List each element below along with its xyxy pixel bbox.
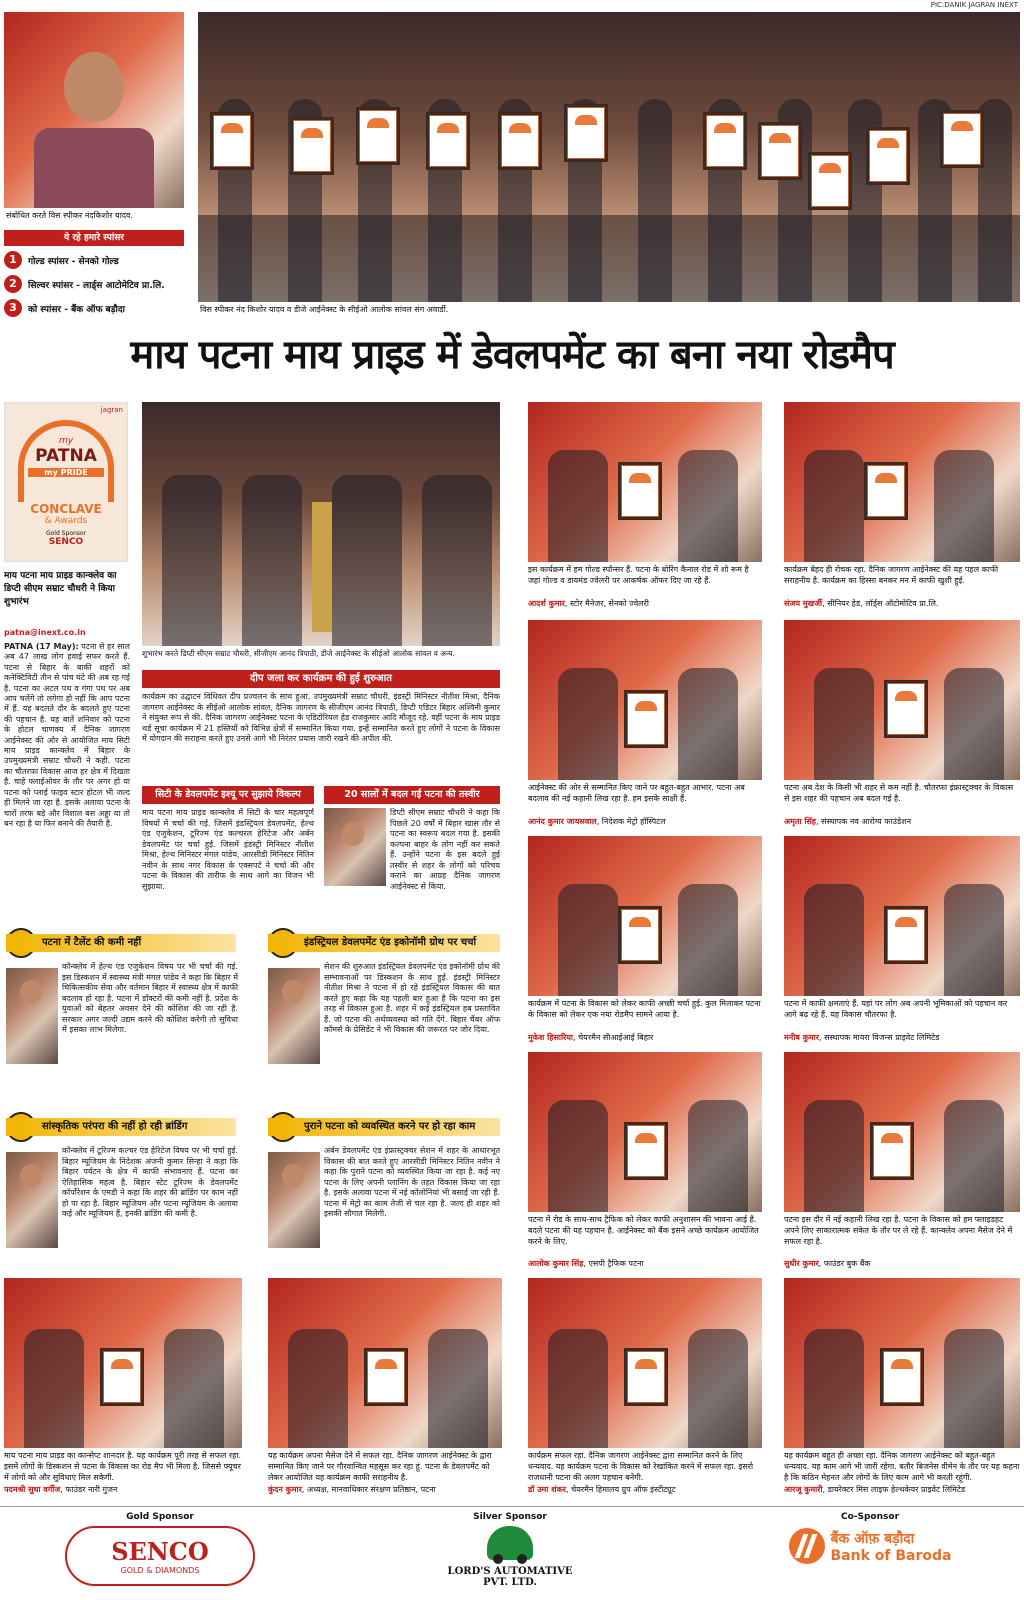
footer-co-name-hi: बैंक ऑफ़ बड़ौदा: [830, 1530, 915, 1547]
headline: माय पटना माय प्राइड में डेवलपमेंट का बना नया रोडमैप: [130, 332, 894, 378]
awardee-role: , संस्थापक नव आरोग्य फाउंडेशन: [816, 817, 912, 826]
lead-dateline: PATNA (17 May):: [4, 642, 79, 651]
panel-text: सेशन की शुरुआत इंडस्ट्रियल डेवलपमेंट एंड इकोनॉमी ग्रोथ की सम्भावनाओं पर डिस्कशन के साथ हुई. इंडस्ट्री मिनिस्टर नीतीश मिश्रा ने पटना में हो रहे इंडस्ट्रियल विकास की बात करते हुए कहा कि यह पहली बार हुआ है कि पटना का इस तरह से विकास हुआ है. शहर में कई इंडस्ट्रियल हब प्रस्तावित हैं. जो पटना की अर्थव्यवस्था को गति देंगे. बिहार चैंबर ऑफ कॉमर्स के प्रेसिडेंट ने भी विकास की जरूरत पर जोर दिया.: [324, 962, 500, 1034]
awardee-name: डॉ उमा शंकर: [528, 1485, 567, 1494]
award-caption: पटना इस दौर में नई कहानी लिख रहा है. पटना के विकास को हम फ्लाइडहट अपने लिए साकारात्मक संकेत के तौर पर ले रहे हैं. कान्क्लेव अपना मैसेज देने में सफल रहा है.: [784, 1215, 1013, 1246]
portrait-photo: [4, 12, 184, 208]
awardee-name: अमृता सिंह: [784, 817, 817, 826]
footer-silver-name: LORD'S AUTOMATIVE: [447, 1566, 573, 1577]
lead-text: पटना से हर साल अब 47 लाख लोग हवाई सफर करते हैं. पटना से बिहार के बाकी शहरों को कनेक्टिविटी तीन से पांच घंटे की अब रह गई है. पटना का अटल पथ व गंगा पथ पर अब आप चलेंगे तो लगेगा हो नहीं कि आप पटना में हैं. यह बदलते दौर के बदलते हुए पटना की पहचान है. यह बातें शनिवार को पटना के होटल चाणक्य में दैनिक जागरण आईनेक्स्ट की ओर से आयोजित माय सिटी माय प्राइड कान्क्लेव में बिहार के उपमुख्यमंत्री सम्राट चौधरी ने कही. पटना का चौतरफा विकास आज हर क्षेत्र में दिखता है. चाहे फ्लाईओवर के तौर पर अगर हो या पटना को प्लाई फाइव स्टार होटल भी जल्द ही मिलने जा रहा है. इसके अलावा पटना के चारों तरफ बड़े और विशाल बस अड्डा या तो बन रहा है या फिर बनाने की तैयारी है.: [4, 642, 130, 828]
logo-pride: my PRIDE: [28, 468, 104, 477]
award-photo: [528, 836, 762, 996]
award-photo: [784, 1052, 1020, 1212]
awardee-role: , सस्थापक मायरा विजन्स प्राइवेट लिमिटेड: [818, 1033, 940, 1042]
award-photo: [528, 1278, 762, 1448]
award-photo: [784, 836, 1020, 996]
sponsors-title: ये रहे हमारे स्पांसर: [4, 230, 184, 246]
sponsor-list: [4, 250, 190, 320]
sponsor-item: [4, 250, 190, 272]
award-photo: [784, 620, 1020, 780]
lamp-lighting-photo: [142, 402, 500, 646]
footer-gold-label: Gold Sponsor: [126, 1512, 194, 1522]
awardee-role: , फाउंडर नारी गुंजन: [60, 1485, 118, 1494]
awardee-name: आरजू कुमारी: [784, 1485, 823, 1494]
footer-gold: [40, 1512, 280, 1586]
box-b-head: 20 सालों में बदल गई पटना की तस्वीर: [324, 786, 500, 804]
panel-photo: [6, 1152, 58, 1248]
award-caption: कार्यक्रम बेहद ही रोचक रहा. दैनिक जागरण आईनेक्स्ट की यह पहल काफी सराहनीय है. कार्यक्रम का हिस्सा बनकर मन में काफी खुशी हुई.: [784, 565, 999, 585]
panel-photo: [268, 968, 320, 1064]
footer-gold-name: SENCO: [111, 1537, 209, 1566]
panel-head: पुराने पटना को व्यवस्थित करने पर हो रहा काम: [268, 1118, 500, 1136]
portrait-caption: संबोधित करते विस स्पीकर नंदकिशोर यादव.: [6, 211, 134, 220]
panel-text: अर्बन डेवलपमेंट एंड इंफ्रास्ट्रक्चर सेशन में शहर के आधारभूत विकास की बात करते हुए आरसीडी मिनिस्टर नितिन नवीन ने कहा कि पुराने पटना को व्यवस्थित किया जा रहा है. कई नए पटना के लिए अपनी प्लानिंग के तहत विकास किया जा रहा है. इसके अलावा पटना में नई कॉलोनियां भी बसाई जा रही हैं. पटना में मेट्रो का काम तेजी से चल रहा है. जल्द ही शहर को इसकी सौगात मिलेगी.: [324, 1146, 500, 1218]
sponsor-number: 3: [4, 299, 22, 317]
lamp-text: कार्यक्रम का उद्घाटन विधिवत दीप प्रज्वलन के साथ हुआ. उपमुख्यमंत्री सम्राट चौधरी, इंडस्ट्री मिनिस्टर नीतीश मिश्रा, दैनिक जागरण आईनेक्स्ट के सीईओ आलोक सांवल, दैनिक जागरण के सीजीएम आनंद त्रिपाठी, डिप्टी एडिटर बिहार अश्विनी कुमार ने संयुक्त रूप से की. दैनिक जागरण आईनेक्स्ट पटना के एडिटोरियल हेड राजकुमार आदि मौजूद रहे. वहीं पटना के माय प्राइड थर्ड सूचा कार्यक्रम में 21 हस्तियों को विभिन्न क्षेत्रों में सम्मानित किया गया. इन्हें सम्मानित करते हुए लोगों ने पटना के विकास में योगदान की सराहना करते हुए उनसे आगे भी निरंतर प्रयास जारी रखने की अपील की.: [142, 692, 500, 743]
award-photo: [528, 620, 762, 780]
award-photo: [528, 1052, 762, 1212]
awardee-role: , अध्यक्ष, मानवाधिकार संरक्षण प्रतिष्ठान, पटना: [301, 1485, 436, 1494]
group-photo: [198, 12, 1020, 302]
footer-co-label: Co-Sponsor: [840, 1512, 900, 1522]
footer-gold-sub: GOLD & DIAMONDS: [120, 1566, 200, 1575]
awardee-role: , एसपी ट्रैफिक पटना: [583, 1259, 644, 1268]
bank-of-baroda-icon: [789, 1528, 825, 1564]
panel-text: कॉन्क्लेव में टूरिज्म कल्चर एंड हेरिटेज विषय पर भी चर्चा हुई. बिहार म्यूजियम के निदेशक अंजनी कुमार सिन्हा ने कहा कि बिहार पर्यटन के क्षेत्र में काफी संभावनाएं हैं. पटना का ऐतिहासिक महत्व है. बिहार स्टेट टूरिज्म के डेवलपमेंट कॉर्पोरेशन के एमडी ने कहा कि शहर की ब्रांडिंग पर काम नहीं हो पा रहा है. बिहार म्यूजियम और पटना म्यूजियम के अलावा कई और म्यूजियम हैं, इनकी ब्रांडिंग की कमी है.: [62, 1146, 238, 1218]
sponsor-text: गोल्ड स्पांसर - सेनको गोल्ड: [28, 257, 119, 267]
award-caption: पटना में काफी क्षमताएं हैं. यहां पर लोग अब अपनी भूमिकाओं को पहचान कर आगे बढ़ रहे हैं. यह विकास चौतरफा है.: [784, 999, 1008, 1019]
awardee-name: आदर्श कुमार: [528, 599, 565, 608]
award-caption: कार्यक्रम में पटना के विकास को लेकर काफी अच्छी चर्चा हुई. कुल मिलाकर पटना के विकास को लेकर एक नया रोडमैप सामने आया है.: [528, 999, 761, 1019]
box-a-head: सिटी के डेवलपमेंट इश्यू पर सुझाये विकल्प: [142, 786, 314, 804]
award-caption: इस कार्यक्रम में हम गोल्ड स्पॉन्सर हैं. पटना के बोरिंग कैनाल रोड में शो रूम है जहां गोल्ड व डायमंड ज्वेलरी पर आकर्षक ऑफर दिए जा रहे हैं.: [528, 565, 749, 585]
logo-patna: PATNA: [35, 446, 97, 466]
panel-head: सांस्कृतिक परंपरा की नहीं हो रही ब्रांडिंग: [6, 1118, 236, 1136]
award-caption: आईनेक्स्ट की ओर से सम्मानित किए जाने पर बहुत-बहुत आभार. पटना अब बदलाव की नई कहानी लिख रहा है. हम इसके साक्षी हैं.: [528, 783, 745, 803]
logo-my: my: [58, 436, 74, 446]
award-caption: पटना में रोड के साथ-साथ ट्रैफिक को लेकर काफी अनुशासन की भावना आई है. बदले पटना की यह पहचान है. आईनेक्स्ट को बैंक इसने अच्छे कार्यक्रम आयोजित करने के लिए.: [528, 1215, 759, 1246]
lamp-caption: शुभारंभ करते डिप्टी सीएम सम्राट चौधरी, सीजीएम आनंद त्रिपाठी, डीजे आईनेक्स्ट के सीईओ आलोक सांवल व अन्य.: [142, 649, 455, 658]
panel-photo: [6, 968, 58, 1064]
awardee-name: कुंदन कुमार: [268, 1485, 302, 1494]
award-caption: यह कार्यक्रम अपना मैसेज देने में सफल रहा. दैनिक जागरण आईनेक्स्ट के द्वारा सम्मानित किए जाने पर गौरवान्वित महसूस कर रहा हूं. पटना के डेवलपमेंट को लेकर आयोजित यह कार्यक्रम काफी सराहनीय है.: [268, 1451, 492, 1482]
awardee-role: , डायरेक्टर मिस लाइफ हेल्थकेयर प्राइवेट लिमिटेड: [822, 1485, 966, 1494]
awardee-role: , सीनियर हेड, लॉर्ड्स ऑटोमोटिव प्रा.लि.: [822, 599, 939, 608]
panel-head: पटना में टैलेंट की कमी नहीं: [6, 934, 236, 952]
panel-photo: [268, 1152, 320, 1248]
awardee-role: , निदेशक मेट्रो हॉस्पिटल: [596, 817, 666, 826]
senco-logo: [65, 1526, 255, 1586]
awardee-role: , फाउंडर बुक बैंक: [818, 1259, 871, 1268]
awardee-name: सुधीर कुमार: [784, 1259, 819, 1268]
footer-silver: [400, 1512, 620, 1588]
footer-silver-label: Silver Sponsor: [473, 1512, 547, 1522]
footer-silver-sub: PVT. LTD.: [483, 1577, 537, 1588]
award-photo: [784, 1278, 1020, 1448]
photo-credit: PIC:DANIK JAGRAN INEXT: [930, 1, 1018, 9]
award-caption: यह कार्यक्रम बहुत ही अच्छा रहा. दैनिक जागरण आईनेक्स्ट को बहुत-बहुत धन्यवाद. यह काम आगे भी जारी रहेगा. बतौर बिजनेस वीमेन के तौर पर यह कहना है कि कठिन मेहनत और लोगों के लिए काम आगे भी करती रहूंगी.: [784, 1451, 1020, 1482]
award-caption: माय पटना माय प्राइड का कान्सेप्ट शानदार है. यह कार्यक्रम पूरी तरह से सफल रहा. इसमें लोगों के डिस्कशन से पटना के विकास का रोड मैप भी मिला है. जिससे फ्यूचर में लोगों को और सुविधाएं मिल सकेगी.: [4, 1451, 241, 1482]
footer-divider: [0, 1506, 1024, 1507]
logo-awards: & Awards: [44, 516, 88, 526]
box-a-text: माय पटना माय प्राइड कान्क्लेव में सिटी के चार महत्वपूर्ण विषयों में चर्चा की गई. जिसमें इंडस्ट्रियल डेवलपमेंट, हेल्थ एंड एजुकेशन, टूरिज्म एंड कल्चरल हेरिटेज और अर्बन डेवलपमेंट पर चर्चा हुई. जिसमें इंडस्ट्री मिनिस्टर नीतीश मिश्रा, हेल्थ मिनिस्टर मंगल पांडेय, आरसीडी मिनिस्टर नितिन नवीन के साथ नगर विकास के एक्सपर्ट ने चर्चा की और पटना के विकास की तारीफ के साथ आगे का विजन भी सुझाया.: [142, 808, 314, 891]
panel-head: इंडस्ट्रियल डेवलपमेंट एंड इकोनॉमी ग्रोथ पर चर्चा: [268, 934, 500, 952]
sponsor-item: [4, 274, 190, 296]
car-icon: [487, 1526, 533, 1560]
group-caption: विस स्पीकर नंद किशोर यादव व डीजे आईनेक्स्ट के सीईओ आलोक सांवल संग अवार्डी.: [200, 305, 449, 314]
awardee-name: संजय मुखर्जी: [784, 599, 823, 608]
conclave-logo: [4, 402, 128, 562]
lamp-head: दीप जला कर कार्यक्रम की हुई शुरुआत: [142, 670, 500, 688]
footer-co-name-en: Bank of Baroda: [830, 1547, 952, 1564]
awardee-role: , चेयरमैन सीआईआई बिहार: [573, 1033, 654, 1042]
award-photo: [268, 1278, 502, 1448]
awardee-name: मुकेश हिसारिया: [528, 1033, 574, 1042]
box-b-photo: [324, 808, 386, 886]
award-photo: [784, 402, 1020, 562]
award-photo: [4, 1278, 242, 1448]
award-caption: कार्यक्रम सफल रहा. दैनिक जागरण आईनेक्स्ट द्वारा सम्मानित करने के लिए धन्यवाद. यह कार्यक्रम पटना के विकास को रेखांकित करने में सफल रहा. इसरो राजधानी पटना की अलग पहचान बनेगी.: [528, 1451, 754, 1482]
awardee-role: , चेयरमैन हिमालय ग्रुप ऑफ इंस्टीट्यूट: [566, 1485, 676, 1494]
sponsor-item: [4, 298, 190, 320]
awardee-name: आनंद कुमार जायसवाल: [528, 817, 597, 826]
awardee-name: पदमश्री सुधा वर्गीज: [4, 1485, 61, 1494]
awardee-role: , स्टोर मैनेजर, सेनको ज्वेलरी: [564, 599, 649, 608]
logo-sponsor-label: Gold Sponsor: [45, 530, 87, 537]
award-caption: पटना अब देश के किसी भी शहर से कम नहीं है. चौतरफा इंफ्रास्ट्रक्चर के विकास से इस शहर की पहचान अब बदल गई है.: [784, 783, 1014, 803]
sponsor-text: सिल्वर स्पांसर - लार्ड्स आटोमेटिव प्रा.लि.: [28, 281, 165, 291]
sponsor-text: को स्पांसर - बैंक ऑफ बड़ौदा: [28, 305, 125, 315]
sponsor-number: 1: [4, 251, 22, 269]
jagran-brand: jagran: [100, 406, 123, 414]
awardee-name: आलोक कुमार सिंह: [528, 1259, 584, 1268]
logo-conclave: CONCLAVE: [30, 502, 102, 516]
logo-senco: SENCO: [48, 537, 84, 547]
box-b-text: डिप्टी सीएम सम्राट चौधरी ने कहा कि पिछले 20 वर्षों में बिहार खास तौर से पटना का स्वरूप बदल गया है. इसकी कल्पना बाहर के लोग नहीं कर सकते हैं. उन्होंने पटना के इस बदले हुई तस्वीर से शहर के लोगों को परिचय कराने का आग्रह दैनिक जागरण आईनेक्स्ट से किया.: [390, 808, 500, 891]
lead-email: patna@inext.co.in: [4, 628, 86, 637]
footer-co: [760, 1512, 980, 1564]
lead-title: माय पटना माय प्राइड कान्क्लेव का डिप्टी सीएम सम्राट चौधरी ने किया शुभारंभ: [4, 571, 117, 607]
award-photo: [528, 402, 762, 562]
sponsor-number: 2: [4, 275, 22, 293]
awardee-name: मनीष कुमार: [784, 1033, 819, 1042]
panel-text: कॉन्क्लेव में हेल्थ एंड एजुकेशन विषय पर भी चर्चा की गई. इस डिस्कशन में स्वास्थ्य मंत्री मंगल पांडेय ने कहा कि बिहार में चिकित्सकीय सेवा और वर्तमान बिहार में स्वास्थ्य क्षेत्र में काफी बदलाव हो रहा है. पटना में डॉक्टरों की कमी नहीं है. प्रदेश के युवाओं को बेहतर अवसर देने की कोशिश की जा रही है. सरकार अगर जल्दी उद्यम करने की कोशिश करेगी तो सुविधा में इसका लाभ मिलेगा.: [62, 962, 238, 1034]
